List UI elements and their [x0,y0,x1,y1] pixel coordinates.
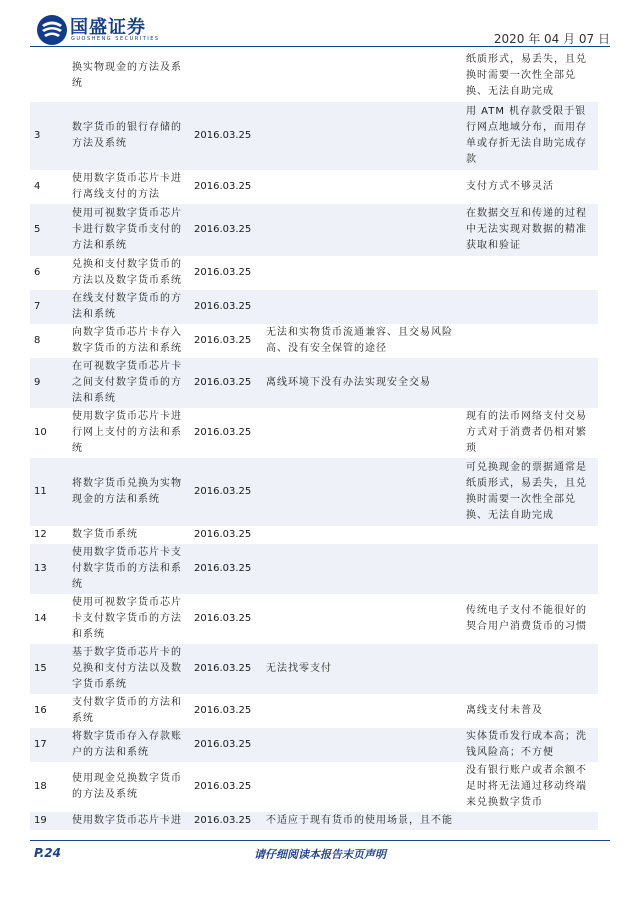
existing-shortcoming-cell [462,256,598,290]
existing-shortcoming-cell [462,526,598,544]
application-date-cell: 2016.03.25 [194,181,252,192]
application-date-cell: 2016.03.25 [190,644,262,694]
patent-name-cell: 使用数字货币芯片卡进行离线支付的方法 [72,173,182,200]
patent-number-cell: 7 [30,290,68,324]
existing-shortcoming-cell: 用 ATM 机存款受限于银行网点地域分布，而用存单或存折无法自助完成存款 [462,102,598,170]
patent-name-cell: 换实物现金的方法及系统 [72,62,182,89]
patent-number-cell: 18 [34,781,47,792]
table-row [30,102,598,170]
existing-shortcoming-cell [462,644,598,694]
table-row [30,358,598,408]
table-row [30,526,598,544]
problem-solved-cell [262,290,462,324]
patent-number-cell: 4 [34,181,41,192]
patent-name-cell: 在可视数字货币芯片卡之间支付数字货币的方法和系统 [68,358,190,408]
disclaimer-note: 请仔细阅读本报告末页声明 [254,848,386,861]
page-header [0,0,640,48]
table-row [30,458,598,526]
table-row [30,170,598,204]
problem-solved-cell: 无法找零支付 [262,644,462,694]
existing-shortcoming-cell [462,812,598,830]
company-sub-name: GUOSHENG SECURITIES [71,36,160,42]
table-row [30,728,598,762]
patent-name-cell: 兑换和支付数字货币的方法以及数字货币系统 [72,259,182,286]
application-date-cell: 2016.03.25 [190,728,262,762]
footer-divider [30,840,610,841]
problem-solved-cell [262,170,462,204]
problem-solved-cell [262,526,462,544]
problem-solved-cell [262,728,462,762]
existing-shortcoming-cell: 在数据交互和传递的过程中无法实现对数据的精准获取和验证 [462,204,598,256]
table-row [30,256,598,290]
problem-solved-cell: 离线环境下没有办法实现安全交易 [262,358,462,408]
patent-name-cell: 使用数字货币芯片卡进行网上支付的方法和系统 [72,411,182,454]
patent-name-cell: 使用数字货币芯片卡支付数字货币的方法和系统 [68,544,190,594]
patent-name-cell: 使用可视数字货币芯片卡进行数字货币支付的方法和系统 [68,204,190,256]
patent-name-cell: 使用现金兑换数字货币的方法及系统 [72,773,182,800]
table-row [30,324,598,358]
patent-number-cell: 5 [30,204,68,256]
problem-solved-cell [262,694,462,728]
problem-solved-cell [262,458,462,526]
patent-name-cell: 将数字货币存入存款账户的方法和系统 [68,728,190,762]
patent-name-cell: 将数字货币兑换为实物现金的方法和系统 [68,458,190,526]
patent-name-cell: 数字货币系统 [72,529,138,540]
application-date-cell: 2016.03.25 [194,427,252,438]
table-row [30,594,598,644]
table-row [30,290,598,324]
problem-solved-cell [262,594,462,644]
existing-shortcoming-cell: 实体货币发行成本高；洗钱风险高；不方便 [462,728,598,762]
application-date-cell: 2016.03.25 [190,290,262,324]
header-divider [30,46,610,47]
existing-shortcoming-cell: 没有银行账户或者余额不足时将无法通过移动终端来兑换数字货币 [466,765,587,808]
patent-number-cell [30,50,68,102]
application-date-cell: 2016.03.25 [190,812,262,830]
table-row [30,812,598,830]
existing-shortcoming-cell: 纸质形式，易丢失，且兑换时需要一次性全部兑换、无法自助完成 [466,54,587,97]
guosheng-logo-icon [36,14,68,46]
patent-number-cell: 3 [30,102,68,170]
patent-number-cell: 8 [34,335,41,346]
existing-shortcoming-cell: 可兑换现金的票据通常是纸质形式，易丢失，且兑换时需要一次性全部兑换、无法自助完成 [462,458,598,526]
patent-name-cell: 使用可视数字货币芯片卡支付数字货币的方法和系统 [72,597,182,640]
patent-table [30,50,598,830]
problem-solved-cell [262,408,462,458]
patent-number-cell: 9 [30,358,68,408]
existing-shortcoming-cell: 支付方式不够灵活 [466,181,554,192]
table-row [30,50,598,102]
table-row [30,408,598,458]
patent-name-cell: 基于数字货币芯片卡的兑换和支付方法以及数字货币系统 [68,644,190,694]
patent-number-cell: 6 [34,267,41,278]
existing-shortcoming-cell [462,290,598,324]
patent-number-cell: 15 [30,644,68,694]
patent-name-cell: 数字货币的银行存储的方法及系统 [68,102,190,170]
problem-solved-cell [262,50,462,102]
table-row [30,644,598,694]
existing-shortcoming-cell [462,324,598,358]
existing-shortcoming-cell [462,358,598,408]
table-row [30,694,598,728]
patent-name-cell: 使用数字货币芯片卡进 [68,812,190,830]
problem-solved-cell [262,204,462,256]
problem-solved-cell: 不适应于现有货币的使用场景，且不能 [262,812,462,830]
application-date-cell: 2016.03.25 [190,204,262,256]
application-date-cell: 2016.03.25 [194,705,252,716]
application-date-cell [190,50,262,102]
application-date-cell: 2016.03.25 [194,335,252,346]
report-date: 2020 年 04 月 07 日 [493,32,610,46]
page-number: P.24 [34,846,61,860]
patent-number-cell: 10 [34,427,47,438]
application-date-cell: 2016.03.25 [190,358,262,408]
existing-shortcoming-cell: 离线支付未普及 [466,705,543,716]
patent-name-cell: 向数字货币芯片卡存入数字货币的方法和系统 [72,327,182,354]
problem-solved-cell [262,544,462,594]
patent-number-cell: 14 [34,613,47,624]
company-name: 国盛证券 [70,17,146,38]
application-date-cell: 2016.03.25 [194,267,252,278]
existing-shortcoming-cell: 现有的法币网络支付交易方式对于消费者仍相对繁琐 [466,411,587,454]
problem-solved-cell [262,102,462,170]
patent-name-cell: 支付数字货币的方法和系统 [72,697,182,724]
patent-number-cell: 19 [30,812,68,830]
table-row [30,544,598,594]
existing-shortcoming-cell [462,544,598,594]
patent-number-cell: 13 [30,544,68,594]
application-date-cell: 2016.03.25 [190,102,262,170]
table-row [30,762,598,812]
patent-number-cell: 17 [30,728,68,762]
application-date-cell: 2016.03.25 [194,781,252,792]
problem-solved-cell [262,762,462,812]
problem-solved-cell: 无法和实物货币流通兼容、且交易风险高、没有安全保管的途径 [266,327,453,354]
patent-number-cell: 16 [34,705,47,716]
patent-name-cell: 在线支付数字货币的方法和系统 [68,290,190,324]
application-date-cell: 2016.03.25 [194,529,252,540]
application-date-cell: 2016.03.25 [190,544,262,594]
application-date-cell: 2016.03.25 [190,458,262,526]
problem-solved-cell [262,256,462,290]
application-date-cell: 2016.03.25 [194,613,252,624]
existing-shortcoming-cell: 传统电子支付不能很好的契合用户消费货币的习惯 [466,605,587,632]
table-row [30,204,598,256]
patent-number-cell: 11 [30,458,68,526]
patent-number-cell: 12 [34,529,47,540]
patent-table-body [30,50,598,830]
